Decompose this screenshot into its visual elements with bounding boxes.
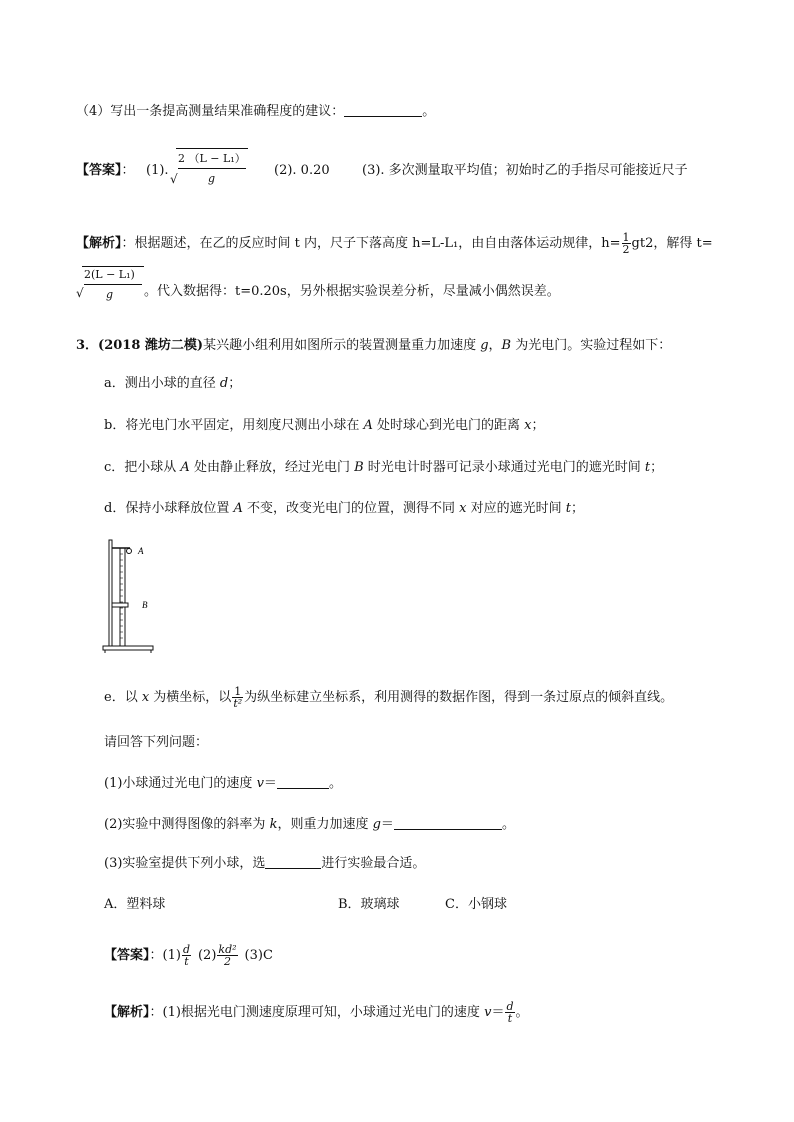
answer-blank: [265, 855, 321, 869]
analysis-2-line: 【解析】：(1)根据光电门测速度原理可知，小球通过光电门的速度 v＝ $\frac{d}{t}$ 。: [104, 1000, 529, 1025]
question-4-line: [76, 103, 435, 121]
option-a: A．塑料球: [104, 897, 166, 912]
prompt: 请回答下列问题：: [104, 735, 209, 750]
sub-question-2: (2)实验中测得图像的斜率为 k，则重力加速度 g＝ 。: [104, 817, 515, 832]
answer-blank: [394, 816, 502, 830]
question-source: (2018 潍坊二模): [98, 338, 204, 353]
sub-question-1: (1)小球通过光电门的速度 v＝ 。: [104, 776, 342, 791]
analysis-label: 【解析】: [76, 236, 122, 251]
analysis-1-text: ：根据题述，在乙的反应时间 t 内，尺子下落高度 h=L-L₁，由自由落体运动规律，h=: [121, 236, 621, 251]
label-B: B: [142, 600, 148, 610]
question-number: 3．: [76, 338, 99, 353]
label-A: A: [138, 546, 144, 556]
period: 。: [422, 104, 436, 119]
step-b: b．将光电门水平固定，用刻度尺测出小球在 A 处时球心到光电门的距离 x；: [104, 418, 545, 433]
answer-label: 【答案】: [76, 163, 122, 178]
step-e: e．以 x 为横坐标，以 $\frac{1}{\text{t²}}$ 为纵坐标建立坐标系，利用测得的数据作图，得到一条过原点的倾斜直线。: [104, 685, 674, 710]
analysis-1-text2: 。代入数据得：t=0.20s，另外根据实验误差分析，尽量减小偶然误差。: [144, 284, 560, 299]
sqrt-denominator: g: [106, 288, 114, 301]
fraction-kd2-over-2: $\frac{\text{kd²}}{2}$: [218, 943, 237, 968]
option-b: B．玻璃球: [338, 897, 400, 912]
analysis-1-text-after: gt2，解得 t=: [631, 236, 713, 251]
sqrt-expression-1: √ 2 （L − L₁） g: [170, 146, 250, 192]
sub-question-3: (3)实验室提供下列小球，选 进行实验最合适。: [104, 856, 426, 871]
sqrt-numerator: 2(L − L₁): [84, 268, 135, 281]
answer-1-line: 【答案】：: [76, 163, 135, 178]
step-a: a．测出小球的直径 d；: [104, 376, 242, 391]
sqrt-denominator: g: [208, 172, 216, 185]
sqrt-numerator: 2 （L − L₁）: [178, 152, 246, 165]
fraction-d-over-t: $\frac{d}{t}$: [506, 1000, 514, 1025]
fraction-one-over-t-squared: $\frac{1}{\text{t²}}$: [233, 685, 243, 710]
question-4-text: （4）写出一条提高测量结果准确程度的建议：: [76, 104, 345, 119]
answer-label: 【答案】: [104, 948, 150, 963]
answer-blank: [344, 103, 422, 117]
step-d: d．保持小球释放位置 A 不变，改变光电门的位置，测得不同 x 对应的遮光时间 t；: [104, 501, 584, 516]
answer-1-part2: (2). 0.20: [274, 163, 330, 178]
fraction-d-over-t: $\frac{d}{t}$: [182, 943, 190, 968]
answer-blank: [277, 775, 329, 789]
fraction-half: $\frac{1}{2}$: [622, 231, 630, 256]
analysis-label: 【解析】: [104, 1005, 150, 1020]
analysis-1-line: [76, 232, 713, 255]
apparatus-figure: [100, 538, 164, 656]
answer-2-line: 【答案】：(1) $\frac{d}{t}$ (2) $\frac{\text{kd²}}{2}$ (3)C: [104, 943, 273, 968]
sqrt-expression-2: √ 2(L − L₁) g: [76, 264, 156, 308]
question-3-header: 3．(2018 潍坊二模)某兴趣小组利用如图所示的装置测量重力加速度 g，B 为光电门。实验过程如下：: [76, 338, 672, 353]
option-c: C．小钢球: [445, 897, 507, 912]
step-c: c．把小球从 A 处由静止释放，经过光电门 B 时光电计时器可记录小球通过光电门的遮光时间 t；: [104, 460, 664, 475]
answer-1-part3: (3). 多次测量取平均值；初始时乙的手指尽可能接近尺子: [362, 163, 688, 178]
answer-1-part1: (1).: [146, 163, 169, 178]
